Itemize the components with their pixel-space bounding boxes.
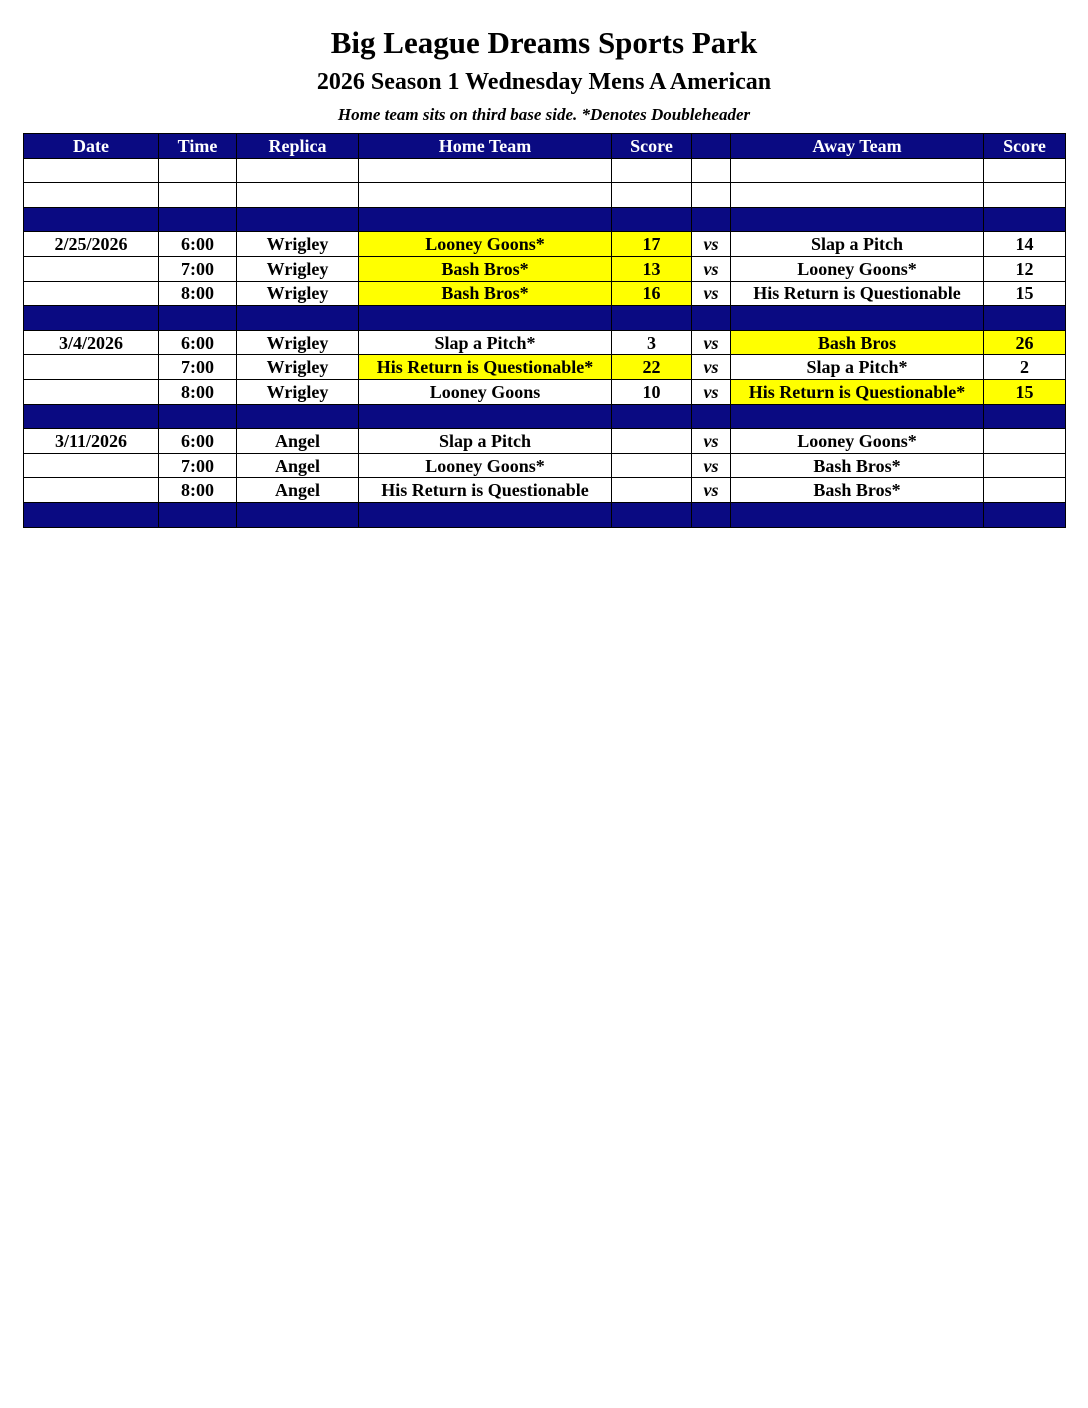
schedule-table — [23, 133, 1066, 528]
away-score-cell: 2 — [984, 355, 1066, 380]
col-header-date: Date — [24, 134, 159, 159]
home-team-cell: Slap a Pitch — [359, 429, 612, 454]
col-header-replica: Replica — [237, 134, 359, 159]
time-cell: 8:00 — [159, 379, 237, 404]
separator-row — [24, 306, 1066, 331]
vs-cell: vs — [692, 256, 731, 281]
away-team-cell — [731, 404, 984, 429]
date-cell — [24, 453, 159, 478]
game-row — [24, 232, 1066, 257]
away-score-cell: 12 — [984, 256, 1066, 281]
date-cell — [24, 207, 159, 232]
vs-cell: vs — [692, 355, 731, 380]
home-score-cell: 16 — [612, 281, 692, 306]
date-cell — [24, 306, 159, 331]
home-team-cell: His Return is Questionable* — [359, 355, 612, 380]
home-team-cell: Looney Goons* — [359, 453, 612, 478]
away-team-cell — [731, 502, 984, 527]
away-score-cell — [984, 158, 1066, 183]
home-team-cell — [359, 502, 612, 527]
away-team-cell — [731, 306, 984, 331]
time-cell — [159, 207, 237, 232]
replica-cell: Angel — [237, 429, 359, 454]
date-cell — [24, 502, 159, 527]
away-score-cell — [984, 207, 1066, 232]
vs-cell: vs — [692, 478, 731, 503]
game-row — [24, 355, 1066, 380]
away-score-cell — [984, 478, 1066, 503]
replica-cell — [237, 158, 359, 183]
vs-cell — [692, 502, 731, 527]
vs-cell: vs — [692, 379, 731, 404]
replica-cell: Wrigley — [237, 355, 359, 380]
date-cell — [24, 158, 159, 183]
replica-cell: Wrigley — [237, 330, 359, 355]
vs-cell — [692, 158, 731, 183]
date-cell: 2/25/2026 — [24, 232, 159, 257]
vs-cell — [692, 404, 731, 429]
game-row — [24, 281, 1066, 306]
away-score-cell — [984, 183, 1066, 208]
game-row — [24, 379, 1066, 404]
game-row — [24, 478, 1066, 503]
home-score-cell — [612, 306, 692, 331]
away-team-cell: His Return is Questionable — [731, 281, 984, 306]
replica-cell — [237, 207, 359, 232]
home-team-cell — [359, 207, 612, 232]
time-cell — [159, 404, 237, 429]
game-row — [24, 330, 1066, 355]
date-cell — [24, 183, 159, 208]
away-score-cell — [984, 502, 1066, 527]
col-header-away-team: Away Team — [731, 134, 984, 159]
away-team-cell: Slap a Pitch — [731, 232, 984, 257]
date-cell — [24, 478, 159, 503]
home-team-cell — [359, 183, 612, 208]
time-cell: 6:00 — [159, 232, 237, 257]
blank-row — [24, 158, 1066, 183]
col-header-time: Time — [159, 134, 237, 159]
replica-cell: Wrigley — [237, 281, 359, 306]
date-cell — [24, 256, 159, 281]
home-score-cell — [612, 183, 692, 208]
time-cell — [159, 502, 237, 527]
home-score-cell: 22 — [612, 355, 692, 380]
time-cell — [159, 158, 237, 183]
home-score-cell: 10 — [612, 379, 692, 404]
time-cell: 7:00 — [159, 256, 237, 281]
date-cell — [24, 379, 159, 404]
away-score-cell — [984, 306, 1066, 331]
replica-cell: Angel — [237, 453, 359, 478]
home-team-cell: Slap a Pitch* — [359, 330, 612, 355]
away-team-cell: Looney Goons* — [731, 256, 984, 281]
col-header-away-score: Score — [984, 134, 1066, 159]
vs-cell: vs — [692, 281, 731, 306]
home-score-cell — [612, 478, 692, 503]
home-score-cell: 13 — [612, 256, 692, 281]
home-score-cell — [612, 158, 692, 183]
replica-cell — [237, 306, 359, 331]
separator-row — [24, 502, 1066, 527]
away-score-cell: 15 — [984, 379, 1066, 404]
home-score-cell — [612, 429, 692, 454]
replica-cell — [237, 183, 359, 208]
home-score-cell — [612, 404, 692, 429]
away-team-cell — [731, 158, 984, 183]
game-row — [24, 429, 1066, 454]
away-score-cell — [984, 453, 1066, 478]
home-score-cell: 17 — [612, 232, 692, 257]
away-score-cell: 26 — [984, 330, 1066, 355]
away-team-cell — [731, 207, 984, 232]
away-score-cell: 14 — [984, 232, 1066, 257]
time-cell — [159, 306, 237, 331]
away-team-cell: Bash Bros* — [731, 453, 984, 478]
date-cell — [24, 404, 159, 429]
page-title: Big League Dreams Sports Park — [330, 25, 758, 60]
game-row — [24, 453, 1066, 478]
away-team-cell: His Return is Questionable* — [731, 379, 984, 404]
date-cell — [24, 355, 159, 380]
replica-cell — [237, 404, 359, 429]
away-team-cell — [731, 183, 984, 208]
game-row — [24, 256, 1066, 281]
vs-cell — [692, 183, 731, 208]
home-team-cell: His Return is Questionable — [359, 478, 612, 503]
vs-cell — [692, 207, 731, 232]
vs-cell: vs — [692, 232, 731, 257]
away-score-cell: 15 — [984, 281, 1066, 306]
blank-row — [24, 183, 1066, 208]
away-score-cell — [984, 404, 1066, 429]
replica-cell: Wrigley — [237, 232, 359, 257]
home-score-cell: 3 — [612, 330, 692, 355]
date-cell: 3/4/2026 — [24, 330, 159, 355]
home-team-cell — [359, 158, 612, 183]
replica-cell: Wrigley — [237, 256, 359, 281]
home-score-cell — [612, 207, 692, 232]
col-header-vs — [692, 134, 731, 159]
replica-cell: Angel — [237, 478, 359, 503]
home-score-cell — [612, 453, 692, 478]
time-cell: 8:00 — [159, 281, 237, 306]
date-cell — [24, 281, 159, 306]
home-team-cell: Looney Goons — [359, 379, 612, 404]
time-cell: 7:00 — [159, 355, 237, 380]
time-cell: 6:00 — [159, 330, 237, 355]
separator-row — [24, 404, 1066, 429]
separator-row — [24, 207, 1066, 232]
col-header-home-score: Score — [612, 134, 692, 159]
vs-cell — [692, 306, 731, 331]
time-cell: 7:00 — [159, 453, 237, 478]
replica-cell: Wrigley — [237, 379, 359, 404]
time-cell: 8:00 — [159, 478, 237, 503]
away-score-cell — [984, 429, 1066, 454]
schedule-note: Home team sits on third base side. *Denotes Doubleheader — [337, 105, 751, 124]
away-team-cell: Bash Bros — [731, 330, 984, 355]
col-header-home-team: Home Team — [359, 134, 612, 159]
home-score-cell — [612, 502, 692, 527]
vs-cell: vs — [692, 453, 731, 478]
schedule-body — [24, 158, 1066, 527]
date-cell: 3/11/2026 — [24, 429, 159, 454]
replica-cell — [237, 502, 359, 527]
header-row — [24, 134, 1066, 159]
home-team-cell — [359, 306, 612, 331]
away-team-cell: Looney Goons* — [731, 429, 984, 454]
away-team-cell: Slap a Pitch* — [731, 355, 984, 380]
away-team-cell: Bash Bros* — [731, 478, 984, 503]
vs-cell: vs — [692, 429, 731, 454]
home-team-cell: Bash Bros* — [359, 281, 612, 306]
home-team-cell — [359, 404, 612, 429]
time-cell: 6:00 — [159, 429, 237, 454]
home-team-cell: Looney Goons* — [359, 232, 612, 257]
time-cell — [159, 183, 237, 208]
home-team-cell: Bash Bros* — [359, 256, 612, 281]
vs-cell: vs — [692, 330, 731, 355]
league-subtitle: 2026 Season 1 Wednesday Mens A American — [316, 69, 772, 95]
